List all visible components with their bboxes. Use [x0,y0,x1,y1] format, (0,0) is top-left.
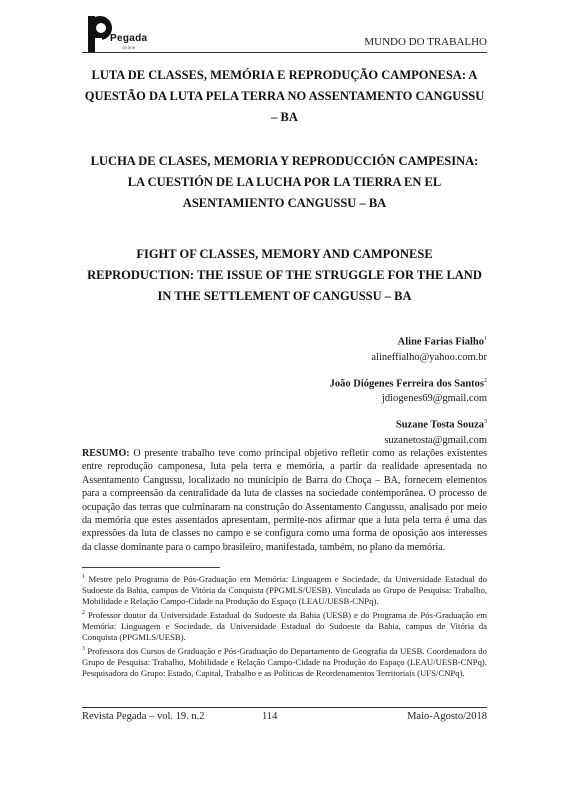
pegada-logo [82,14,154,54]
journal-citation: Revista Pegada – vol. 19. n.2 [82,711,205,722]
author-email: jdiogenes69@gmail.com [381,393,487,404]
footnote-text: Professora dos Cursos de Graduação e Pós-Graduação do Departamento de Geografia da UESB. Coordenadora do Grupo de Pesquisa: Trabalho, Mobilidade e Relação Campo-Cidade na Produção do Espaço (LEAU/UESB-CNPq). Pesquisadora do Grupo: Estado, Capital, Trabalho e as Políticas de Reordenamentos Territoriais (UFS/CNPq). [82,645,487,679]
author-name: Aline Farias Fialho [397,336,484,348]
footnote-number: 2 [82,609,85,616]
footnote-number: 3 [82,645,85,652]
author-footnote-ref: 1 [484,336,487,342]
footnote [82,644,487,680]
author-block [330,374,487,407]
author-footnote-ref: 2 [484,377,487,384]
title-english: FIGHT OF CLASSES, MEMORY AND CAMPONESE REPRODUCTION: THE ISSUE OF THE STRUGGLE FOR THE LAND IN THE SETTLEMENT OF CANGUSSU – BA [87,247,482,303]
issue-date: Maio-Agosto/2018 [407,711,487,722]
header-divider [82,52,487,53]
page-number: 114 [262,711,278,722]
abstract-text: O presente trabalho teve como principal objetivo refletir como as relações existentes entre reprodução camponesa, luta pela terra e memória, a partir da realidade apresentada no Assentamento Cangussu, localizado no município de Barra do Choça – BA, fornecem elementos para a compreensão da centralidade da luta de classes na sociedade contemporânea. O processo de ocupação das terras que culminaram na construção do Assentamento Cangussu, analisado por meio da memória que estes assentados apresentam, permite-nos afirmar que a luta pela terra é uma das expressões da luta de classes no campo e se configura como uma forma de oposição aos interesses da classe dominante para o campo brasileiro, manifestada, também, no plano da memória. [82,448,487,553]
footnote-text: Professor doutor da Universidade Estadual do Sudoeste da Bahia (UESB) e do Programa de Pós-Graduação em Memória: Linguagem e Sociedade, da Universidade Estadual do Sudoeste da Bahia, campus de Vitória da Conquista (PPGMLS/UESB). [82,609,487,643]
title-spanish: LUCHA DE CLASES, MEMORIA Y REPRODUCCIÓN CAMPESINA: LA CUESTIÓN DE LA LUCHA POR LA TIERRA EN EL ASENTAMIENTO CANGUSSU – BA [90,154,479,210]
author-email: suzanetosta@gmail.com [384,434,487,446]
abstract [82,447,487,554]
author-list [330,332,487,457]
footer-divider [82,707,487,708]
footnotes [82,572,487,679]
author-email: alineffialho@yahoo.com.br [371,351,487,363]
title-portuguese: LUTA DE CLASSES, MEMÓRIA E REPRODUÇÃO CAMPONESA: A QUESTÃO DA LUTA PELA TERRA NO ASSENTAMENTO CANGUSSU – BA [84,68,485,124]
section-name: MUNDO DO TRABALHO [364,36,487,48]
abstract-label: RESUMO: [82,448,130,459]
author-footnote-ref: 3 [484,419,487,425]
footnote-divider [82,567,220,568]
logo-subtitle: on line [122,45,136,50]
footnote [82,572,487,608]
logo-name: Pegada [110,33,148,44]
author-name: Suzane Tosta Souza [395,419,484,431]
author-block [330,415,487,448]
author-name: João Diógenes Ferreira dos Santos [329,378,484,389]
footnote-text: Mestre pelo Programa de Pós-Graduação em Memória: Linguagem e Sociedade, da Universidade Estadual do Sudoeste da Bahia, campus de Vitória da Conquista (PPGMLS/UESB). Vinculada ao Grupo de Pesquisa: Trabalho, Mobilidade e Relação Campo-Cidade na Produção do Espaço (LEAU/UESB-CNPq). [82,573,488,607]
footnote-number: 1 [82,574,85,580]
footnote [82,608,487,644]
author-block [330,332,487,365]
